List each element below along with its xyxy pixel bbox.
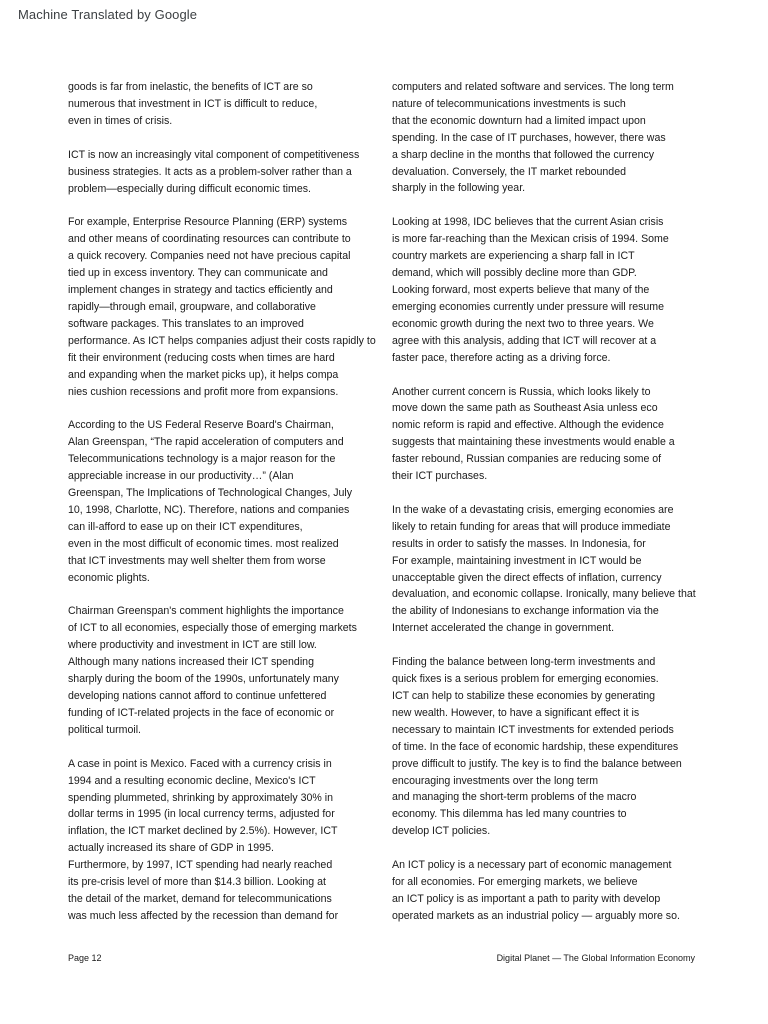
text-line: business strategies. It acts as a problem-solver rather than a xyxy=(68,165,352,178)
text-line: rapidly—through email, groupware, and collaborative xyxy=(68,300,316,313)
text-line: new wealth. However, to have a significant effect it is xyxy=(392,706,640,719)
text-line: is more far-reaching than the Mexican crisis of 1994. Some xyxy=(392,233,669,246)
text-line: even in times of crisis. xyxy=(68,114,173,127)
text-line: Greenspan, The Implications of Technological Changes, July xyxy=(68,487,353,500)
text-line: devaluation, and economic collapse. Ironically, many believe that xyxy=(392,588,696,601)
translation-banner: Machine Translated by Google xyxy=(18,7,198,22)
text-line: nies cushion recessions and profit more from expansions. xyxy=(68,385,339,398)
paragraph xyxy=(68,603,388,738)
text-line: quick fixes is a serious problem for emerging economies. xyxy=(392,673,659,686)
text-line: Another current concern is Russia, which looks likely to xyxy=(392,385,651,398)
text-line: fit their environment (reducing costs when times are hard xyxy=(68,351,335,364)
text-line: An ICT policy is a necessary part of economic management xyxy=(392,859,672,872)
text-line: for all economies. For emerging markets, we believe xyxy=(392,876,638,889)
page-number: Page 12 xyxy=(68,953,102,963)
paragraph xyxy=(68,417,388,586)
text-line: In the wake of a devastating crisis, emerging economies are xyxy=(392,503,674,516)
paragraph xyxy=(392,654,722,840)
text-line: Telecommunications technology is a major reason for the xyxy=(68,453,336,466)
text-line: ICT is now an increasingly vital component of competitiveness xyxy=(68,148,360,161)
text-line: sharply in the following year. xyxy=(392,182,526,195)
text-line: developing nations cannot afford to continue unfettered xyxy=(68,690,327,702)
text-line: tied up in excess inventory. They can communicate and xyxy=(68,267,328,280)
text-line: unacceptable given the direct effects of inflation, currency xyxy=(392,571,662,584)
text-line: Looking at 1998, IDC believes that the current Asian crisis xyxy=(392,216,664,229)
text-line: ICT can help to stabilize these economies by generating xyxy=(392,690,656,702)
text-line: and other means of coordinating resources can contribute to xyxy=(68,233,351,246)
text-line: even in the most difficult of economic times. most realized xyxy=(68,537,339,550)
text-line: move down the same path as Southeast Asia unless eco xyxy=(392,402,658,415)
text-line: prove difficult to justify. The key is to find the balance between xyxy=(392,757,682,770)
text-line: 1994 and a resulting economic decline, Mexico's ICT xyxy=(68,774,316,787)
text-line: results in order to satisfy the masses. In Indonesia, for xyxy=(392,537,646,550)
text-line: Alan Greenspan, “The rapid acceleration of computers and xyxy=(68,436,344,449)
paragraph xyxy=(68,214,388,400)
text-line: faster rebound, Russian companies are reducing some of xyxy=(392,453,662,466)
paragraph xyxy=(68,756,388,925)
text-line: of ICT to all economies, especially those of emerging markets xyxy=(68,622,357,635)
text-line: appreciable increase in our productivity…” (Alan xyxy=(68,470,294,483)
text-line: performance. As ICT helps companies adjust their costs rapidly to xyxy=(68,334,376,347)
text-line: numerous that investment in ICT is difficult to reduce, xyxy=(68,97,318,110)
text-line: Looking forward, most experts believe that many of the xyxy=(392,283,650,296)
text-line: dollar terms in 1995 (in local currency terms, adjusted for xyxy=(68,808,335,821)
text-line: Internet accelerated the change in government. xyxy=(392,622,615,635)
text-line: encouraging investments over the long term xyxy=(392,774,599,787)
text-line: and managing the short-term problems of the macro xyxy=(392,791,637,804)
text-line: economy. This dilemma has led many countries to xyxy=(392,808,627,821)
left-text-column xyxy=(68,79,388,942)
text-line: its pre-crisis level of more than $14.3 billion. Looking at xyxy=(68,876,326,889)
text-line: implement changes in strategy and tactics efficiently and xyxy=(68,284,333,297)
paragraph xyxy=(392,384,722,485)
text-line: computers and related software and services. The long term xyxy=(392,81,674,93)
text-line: For example, maintaining investment in ICT would be xyxy=(392,554,642,567)
text-line: demand, which will possibly decline more than GDP. xyxy=(392,267,637,280)
text-line: goods is far from inelastic, the benefits of ICT are so xyxy=(68,81,313,93)
text-line: spending plummeted, shrinking by approximately 30% in xyxy=(68,791,333,804)
paragraph xyxy=(392,79,722,197)
publication-title: Digital Planet — The Global Information Economy xyxy=(496,953,695,963)
text-line: actually increased its share of GDP in 1995. xyxy=(68,842,274,855)
text-line: their ICT purchases. xyxy=(392,470,488,483)
text-line: A case in point is Mexico. Faced with a currency crisis in xyxy=(68,757,332,770)
text-line: faster pace, therefore acting as a driving force. xyxy=(392,351,611,364)
text-line: a sharp decline in the months that followed the currency xyxy=(392,148,655,161)
text-line: 10, 1998, Charlotte, NC). Therefore, nations and companies xyxy=(68,503,350,516)
text-line: inflation, the ICT market declined by 2.5%). However, ICT xyxy=(68,825,338,838)
text-line: funding of ICT-related projects in the face of economic or xyxy=(68,706,335,719)
text-line: necessary to maintain ICT investments for extended periods xyxy=(392,723,674,736)
text-line: of time. In the face of economic hardship, these expenditures xyxy=(392,740,679,753)
text-line: country markets are experiencing a sharp fall in ICT xyxy=(392,250,635,263)
text-line: devaluation. Conversely, the IT market rebounded xyxy=(392,165,626,178)
text-line: Although many nations increased their ICT spending xyxy=(68,656,314,669)
paragraph xyxy=(68,79,388,130)
text-line: that ICT investments may well shelter them from worse xyxy=(68,554,326,567)
paragraph xyxy=(392,214,722,366)
text-line: problem—especially during difficult economic times. xyxy=(68,182,311,195)
text-line: develop ICT policies. xyxy=(392,825,491,838)
text-line: emerging economies currently under pressure will resume xyxy=(392,300,665,313)
text-line: suggests that maintaining these investments would enable a xyxy=(392,436,675,449)
text-line: economic growth during the next two to three years. We xyxy=(392,317,654,330)
text-line: political turmoil. xyxy=(68,723,142,736)
paragraph xyxy=(392,502,722,637)
text-line: that the economic downturn had a limited impact upon xyxy=(392,114,646,127)
text-line: nomic reform is rapid and effective. Although the evidence xyxy=(392,419,664,432)
text-line: economic plights. xyxy=(68,571,150,584)
text-line: where productivity and investment in ICT are still low. xyxy=(68,639,317,652)
text-line: sharply during the boom of the 1990s, unfortunately many xyxy=(68,673,339,686)
text-line: Finding the balance between long-term investments and xyxy=(392,656,656,669)
text-line: an ICT policy is as important a path to parity with develop xyxy=(392,892,661,905)
text-line: Furthermore, by 1997, ICT spending had nearly reached xyxy=(68,859,333,872)
text-line: nature of telecommunications investments is such xyxy=(392,97,626,110)
text-line: According to the US Federal Reserve Board's Chairman, xyxy=(68,419,334,432)
text-line: a quick recovery. Companies need not have precious capital xyxy=(68,250,351,263)
text-line: and expanding when the market picks up), it helps compa xyxy=(68,368,339,381)
text-line: spending. In the case of IT purchases, however, there was xyxy=(392,131,666,144)
text-line: For example, Enterprise Resource Planning (ERP) systems xyxy=(68,216,348,229)
text-line: the ability of Indonesians to exchange information via the xyxy=(392,605,659,618)
text-line: likely to retain funding for areas that will produce immediate xyxy=(392,520,671,533)
paragraph xyxy=(392,857,722,925)
paragraph xyxy=(68,147,388,198)
text-line: agree with this analysis, adding that ICT will recover at a xyxy=(392,334,657,347)
text-line: the detail of the market, demand for telecommunications xyxy=(68,892,332,905)
text-line: software packages. This translates to an improved xyxy=(68,317,304,330)
text-line: can ill-afford to ease up on their ICT expenditures, xyxy=(68,520,303,533)
text-line: was much less affected by the recession than demand for xyxy=(68,909,339,922)
text-line: Chairman Greenspan's comment highlights the importance xyxy=(68,605,344,618)
text-line: operated markets as an industrial policy — arguably more so. xyxy=(392,909,680,922)
right-text-column xyxy=(392,79,722,942)
